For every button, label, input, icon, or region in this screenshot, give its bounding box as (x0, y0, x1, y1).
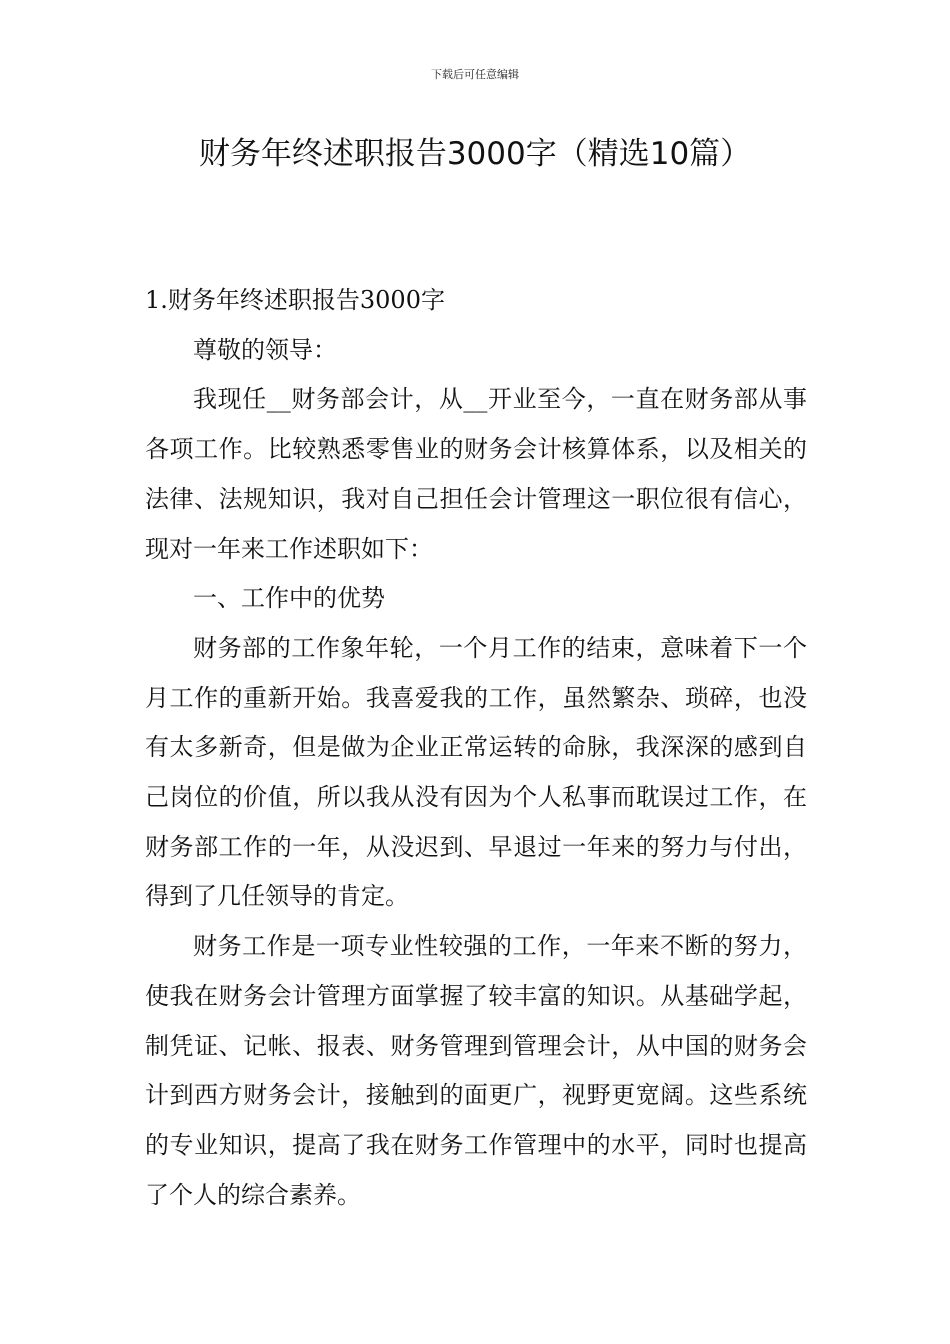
salutation: 尊敬的领导： (193, 335, 337, 364)
paragraph-intro: 我现任__财务部会计，从__开业至今，一直在财务部从事各项工作。比较熟悉零售业的财务会计核算体系，以及相关的法律、法规知识，我对自己担任会计管理这一职位很有信心，现对一年来工作述职如下： (145, 385, 807, 563)
section-heading: 1.财务年终述职报告3000字 (145, 286, 445, 314)
paragraph-work-cycle: 财务部的工作象年轮，一个月工作的结束，意味着下一个月工作的重新开始。我喜爱我的工作，虽然繁杂、琐碎，也没有太多新奇，但是做为企业正常运转的命脉，我深深的感到自己岗位的价值，所以我从没有因为个人私事而耽误过工作，在财务部工作的一年，从没迟到、早退过一年来的努力与付出，得到了几任领导的肯定。 (145, 633, 807, 911)
document-title: 财务年终述职报告3000字（精选10篇） (198, 136, 752, 172)
subheading-advantages: 一、工作中的优势 (193, 584, 385, 613)
header-note: 下载后可任意编辑 (431, 68, 519, 81)
paragraph-professional-knowledge: 财务工作是一项专业性较强的工作，一年来不断的努力，使我在财务会计管理方面掌握了较丰富的知识。从基础学起，制凭证、记帐、报表、财务管理到管理会计，从中国的财务会计到西方财务会计，接触到的面更广，视野更宽阔。这些系统的专业知识，提高了我在财务工作管理中的水平，同时也提高了个人的综合素养。 (145, 932, 807, 1209)
document-body (145, 276, 807, 1220)
